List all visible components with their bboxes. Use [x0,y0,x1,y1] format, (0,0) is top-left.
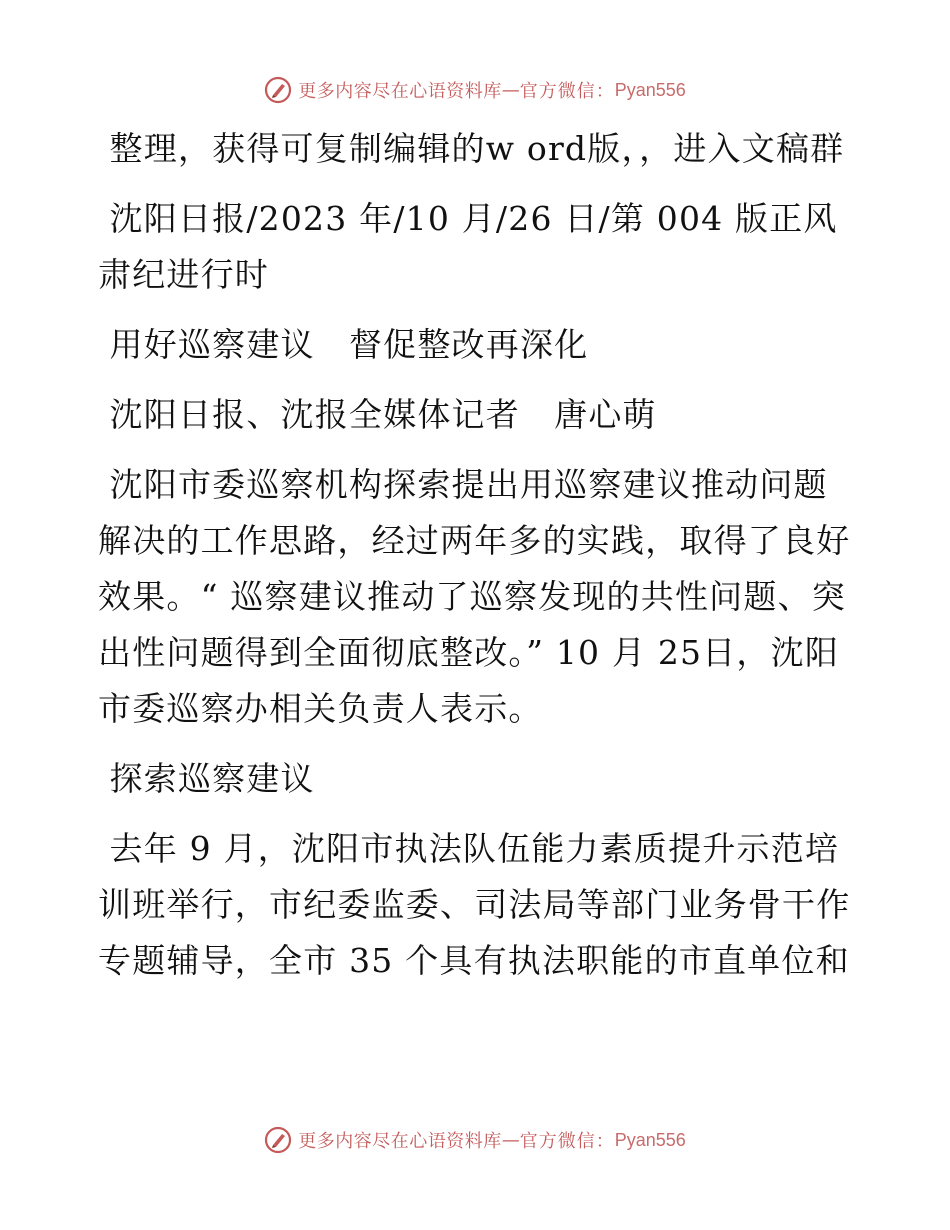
article-title: 用好巡察建议 督促整改再深化 [109,325,589,364]
section-heading: 探索巡察建议 [109,759,315,798]
pen-logo-icon [264,76,292,104]
paragraph-intro: 整理，获得可复制编辑的w ord版，，进入文稿群 [109,129,845,168]
paragraph-source: 沈阳日报/2023 年/10 月/26 日/第 004 版正风肃纪进行时 [98,199,838,294]
watermark-dash: — [501,79,520,101]
watermark-wechat-id: Pyan556 [614,1129,686,1150]
watermark-main-text: 更多内容尽在心语资料库 [298,1131,502,1152]
footer-watermark [0,1120,950,1160]
watermark-dash: — [501,1129,520,1151]
watermark-wechat-id: Pyan556 [614,79,686,100]
document-body [98,121,858,989]
pen-logo-icon [264,1126,292,1154]
watermark-official-label: 官方微信： [519,81,615,102]
article-byline: 沈阳日报、沈报全媒体记者 唐心萌 [109,395,657,434]
paragraph-lead: 沈阳市委巡察机构探索提出用巡察建议推动问题解决的工作思路，经过两年多的实践，取得了良好效果。“ 巡察建议推动了巡察发现的共性问题、突出性问题得到全面彻底整改。” 10 月 25日，沈阳市委巡察办相关负责人表示。 [98,465,851,728]
watermark-official-label: 官方微信： [519,1131,615,1152]
paragraph-body: 去年 9 月，沈阳市执法队伍能力素质提升示范培训班举行，市纪委监委、司法局等部门业务骨干作专题辅导，全市 35 个具有执法职能的市直单位和 [98,829,851,980]
watermark-main-text: 更多内容尽在心语资料库 [298,81,502,102]
header-watermark [0,70,950,110]
